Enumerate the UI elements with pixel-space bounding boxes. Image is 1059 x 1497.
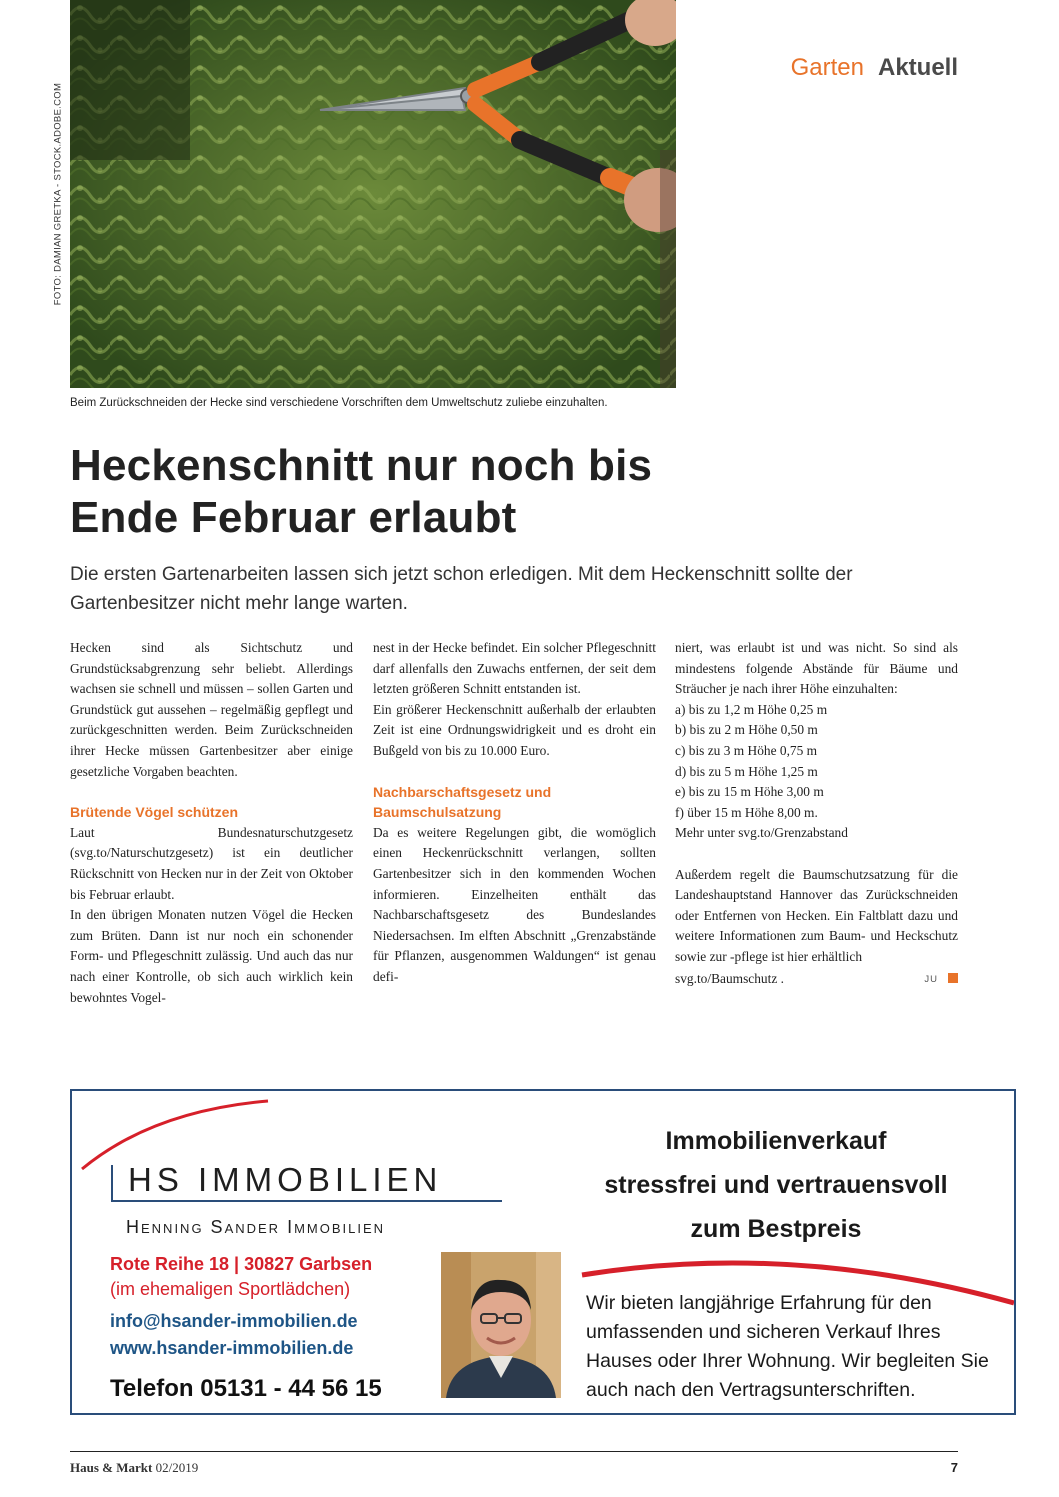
hedge-trimming-illustration	[70, 0, 676, 388]
section-header	[791, 54, 958, 82]
col1-paragraph-2: Laut Bundesnaturschutzgesetz (svg.to/Naturschutzgesetz) ist ein deutlicher Rückschnitt von Hecken nur in der Zeit von Oktober bis Februar erlaubt.	[70, 824, 353, 902]
footer-rule	[70, 1451, 958, 1452]
col3-paragraph-2: Außerdem regelt die Baumschutzsatzung für die Landeshauptstand Hannover das Zurückschneiden oder Entfernen von Hecken. Ein Faltblatt dazu und weitere Informationen zum Baum- und Heckschutz sowie zur -pflege ist hier erhältlich	[675, 866, 958, 964]
article-headline	[70, 440, 970, 544]
list-item: f) über 15 m Höhe 8,00 m.	[675, 804, 818, 820]
ad-website[interactable]: www.hsander-immobilien.de	[110, 1338, 354, 1358]
article-column-1	[70, 638, 353, 1008]
ad-address-line-2: (im ehemaligen Sportlädchen)	[110, 1279, 351, 1299]
real-estate-ad	[70, 1089, 1016, 1415]
ad-headline	[550, 1119, 1002, 1251]
col2-heading: Nachbarschaftsgesetz und Baumschulsatzung	[373, 783, 552, 821]
ad-headline-line-3: zum Bestpreis	[690, 1215, 862, 1243]
hedge-photo	[70, 0, 676, 388]
person-portrait-image	[441, 1252, 561, 1398]
end-square-icon	[948, 973, 958, 983]
col3-paragraph-1: niert, was erlaubt ist und was nicht. So sind als mindestens folgende Abstände für Bäume und Sträucher je nach ihrer Höhe einzuhalten:	[675, 640, 958, 697]
footer-magazine	[70, 1460, 198, 1476]
ad-headline-line-2: stressfrei und vertrauensvoll	[604, 1171, 948, 1199]
section-label: Garten	[790, 54, 864, 81]
distance-list	[675, 700, 958, 844]
ad-address-line-1: Rote Reihe 18 | 30827 Garbsen	[110, 1254, 373, 1274]
col1-paragraph-1: Hecken sind als Sichtschutz und Grundstücksabgrenzung sehr beliebt. Allerdings wachsen sie schnell und müssen – sollen Garten und Grundstück gut aussehen – regelmäßig gepflegt und zurückgeschnitten werden. Beim Zurückschneiden ihrer Hecke müssen Gartenbesitzer aber einige gesetzliche Vorgaben beachten.	[70, 640, 353, 779]
col3-last-line	[675, 968, 958, 991]
list-item: e) bis zu 15 m Höhe 3,00 m	[675, 784, 824, 800]
article-subhead: Die ersten Gartenarbeiten lassen sich jetzt schon erledigen. Mit dem Heckenschnitt sollte der Gartenbesitzer nicht mehr lange warten.	[70, 564, 853, 614]
logo-sub: Henning Sander Immobilien	[126, 1217, 386, 1237]
headline-line-1: Heckenschnitt nur noch bis	[70, 441, 653, 490]
magazine-name: Haus & Markt	[70, 1460, 153, 1475]
photo-credit	[50, 0, 66, 388]
photo-caption: Beim Zurückschneiden der Hecke sind verschiedene Vorschriften dem Umweltschutz zuliebe einzuhalten.	[70, 397, 608, 409]
ad-body-text: Wir bieten langjährige Erfahrung für den umfassenden und sicheren Verkauf Ihres Hauses oder Ihrer Wohnung. Wir begleiten Sie auch nach den Vertragsunterschriften.	[586, 1292, 989, 1401]
article-column-2	[373, 638, 656, 988]
issue-number: 02/2019	[155, 1460, 199, 1475]
ad-email[interactable]: info@hsander-immobilien.de	[110, 1311, 358, 1331]
col1-paragraph-3: In den übrigen Monaten nutzen Vögel die Hecken zum Brüten. Dann ist nur noch ein schonender Form- und Pflegeschnitt zulässig. Und auch das nur nach einer Kontrolle, ob sich auch wirklich kein bewohntes Vogel-	[70, 907, 353, 1005]
subsection-label: Aktuell	[877, 54, 958, 81]
ad-phone: Telefon 05131 - 44 56 15	[110, 1375, 382, 1402]
col2-paragraph-1: nest in der Hecke befindet. Ein solcher Pflegeschnitt darf allenfalls den Zuwachs entfernen, der seit dem letzten größeren Schnitt entstanden ist.	[373, 640, 656, 697]
photo-credit-text: FOTO: DAMIAN GRETKA - STOCK.ADOBE.COM	[52, 82, 64, 306]
author-signature: JU	[924, 973, 938, 985]
headline-line-2: Ende Februar erlaubt	[70, 493, 517, 542]
agent-portrait	[441, 1252, 561, 1398]
article-end	[916, 968, 958, 991]
baumschutz-link-text: svg.to/Baumschutz .	[675, 970, 784, 986]
col1-heading: Brütende Vögel schützen	[70, 804, 239, 821]
list-item: b) bis zu 2 m Höhe 0,50 m	[675, 722, 818, 738]
list-item: c) bis zu 3 m Höhe 0,75 m	[675, 742, 818, 758]
page-number: 7	[950, 1460, 958, 1475]
list-item: a) bis zu 1,2 m Höhe 0,25 m	[675, 701, 828, 717]
logo-main: HS IMMOBILIEN	[128, 1161, 443, 1198]
list-item: d) bis zu 5 m Höhe 1,25 m	[675, 763, 818, 779]
article-column-3	[675, 638, 958, 990]
col2-paragraph-2: Ein größerer Heckenschnitt außerhalb der erlaubten Zeit ist eine Ordnungswidrigkeit und es droht ein Bußgeld von bis zu 10.000 Euro.	[373, 701, 656, 758]
ad-headline-line-1: Immobilienverkauf	[665, 1127, 887, 1155]
col2-paragraph-3: Da es weitere Regelungen gibt, die womöglich einen Heckenrückschnitt verlangen, sollten Gartenbesitzer sich in den kommenden Wochen informieren. Einzelheiten enthält das Nachbarschaftsgesetz des Bundeslandes Niedersachsen. Im elften Abschnitt „Grenzabstände für Pflanzen, ausgenommen Waldungen“ ist genau defi-	[373, 824, 656, 984]
more-link-text: Mehr unter svg.to/Grenzabstand	[675, 825, 848, 841]
